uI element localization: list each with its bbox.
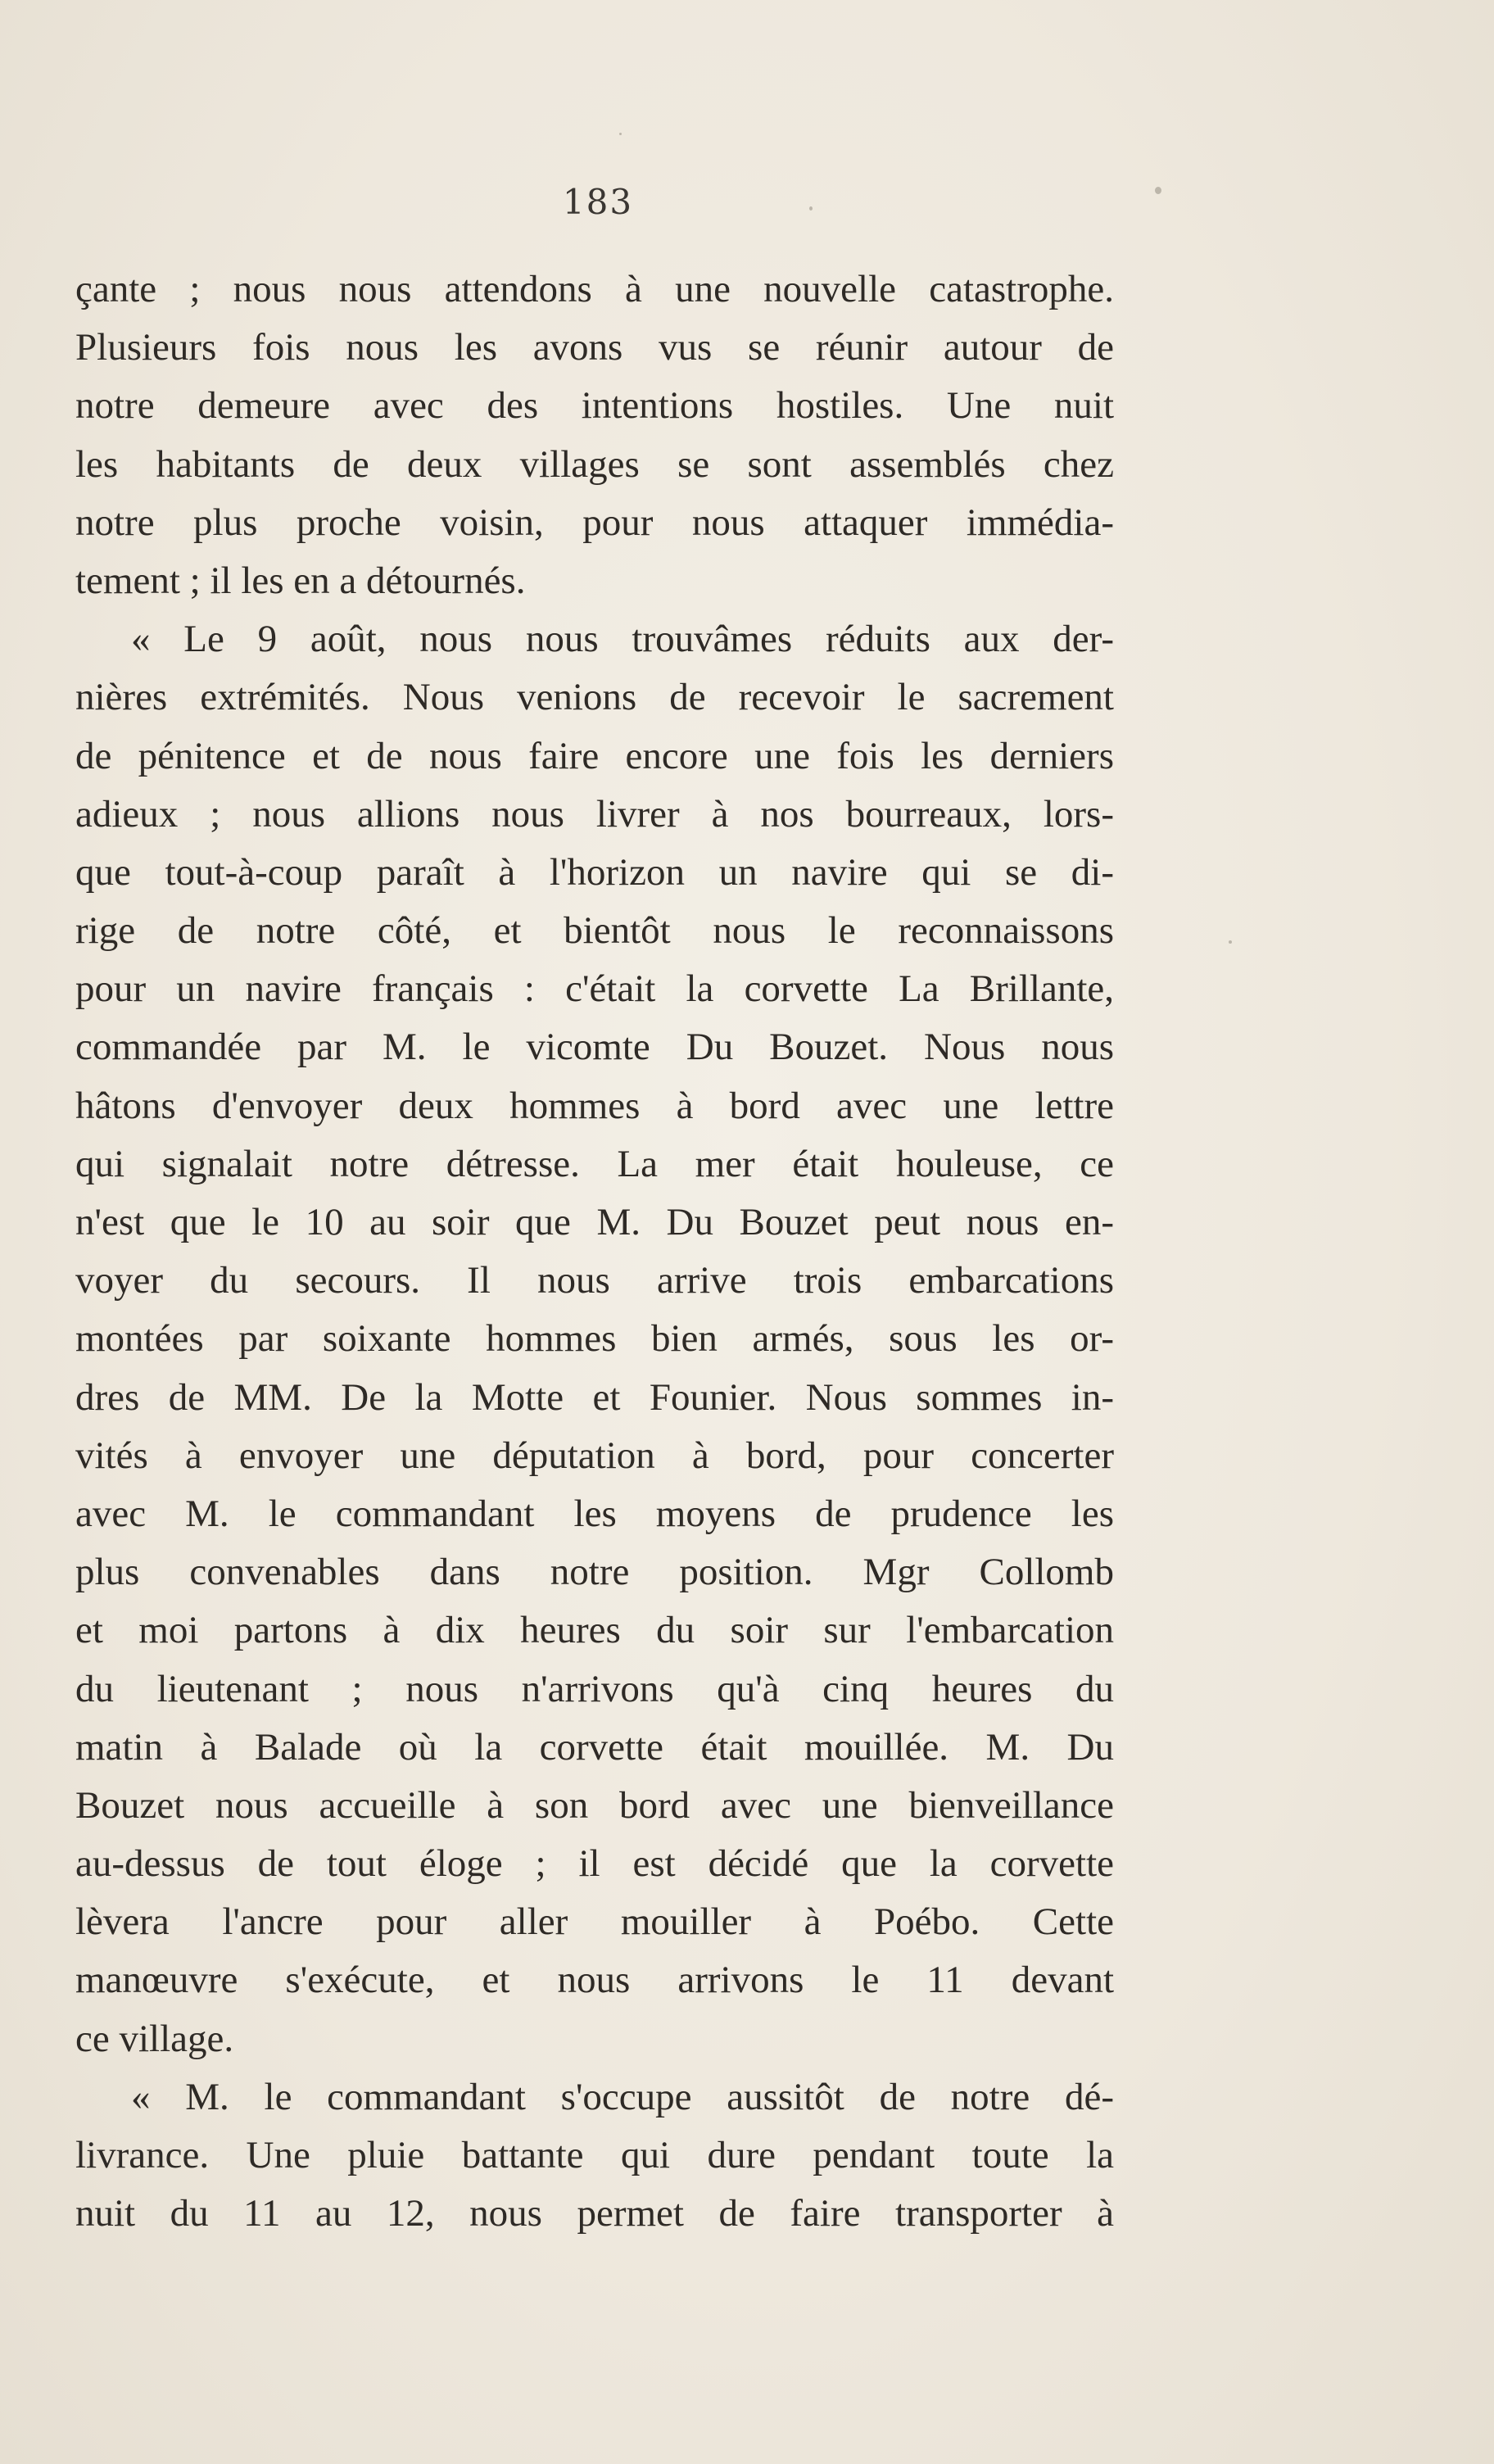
text-line: nières extrémités. Nous venions de recevoir le sacrement [75, 676, 1114, 719]
text-line: Bouzet nous accueille à son bord avec une bienveillance [75, 1783, 1114, 1827]
text-line: matin à Balade où la corvette était mouillée. M. Du [75, 1725, 1114, 1769]
text-line: rige de notre côté, et bientôt nous le reconnaissons [75, 909, 1114, 953]
text-line: adieux ; nous allions nous livrer à nos bourreaux, lors- [75, 792, 1114, 836]
text-line: du lieutenant ; nous n'arrivons qu'à cinq heures du [75, 1667, 1114, 1710]
text-line: avec M. le commandant les moyens de prudence les [75, 1492, 1114, 1535]
text-line: lèvera l'ancre pour aller mouiller à Poébo. Cette [75, 1900, 1114, 1944]
text-line: n'est que le 10 au soir que M. Du Bouzet peut nous en- [75, 1201, 1114, 1243]
page-number: 183 [562, 182, 634, 222]
paper-speck [1155, 187, 1161, 194]
text-line: voyer du secours. Il nous arrive trois embarcations [75, 1259, 1114, 1302]
text-line: les habitants de deux villages se sont assemblés chez [75, 442, 1114, 486]
text-line: au-dessus de tout éloge ; il est décidé que la corvette [75, 1842, 1114, 1886]
paper-speck [1229, 940, 1232, 944]
text-line: livrance. Une pluie battante qui dure pendant toute la [75, 2134, 1114, 2176]
text-line: et moi partons à dix heures du soir sur l'embarcation [75, 1609, 1114, 1652]
text-line: montées par soixante hommes bien armés, sous les or- [75, 1317, 1114, 1361]
paper-speck [809, 206, 813, 211]
text-line: tement ; il les en a détournés. [75, 559, 526, 602]
text-line: qui signalait notre détresse. La mer était houleuse, ce [75, 1142, 1114, 1185]
text-line: notre demeure avec des intentions hostiles. Une nuit [75, 384, 1114, 428]
text-line: notre plus proche voisin, pour nous attaquer immédia- [75, 500, 1114, 544]
text-line: Plusieurs fois nous les avons vus se réunir autour de [75, 326, 1114, 369]
body-text [75, 260, 1114, 2243]
text-line: commandée par M. le vicomte Du Bouzet. Nous nous [75, 1026, 1114, 1069]
text-line: hâtons d'envoyer deux hommes à bord avec une lettre [75, 1084, 1114, 1127]
text-line: plus convenables dans notre position. Mgr Collomb [75, 1551, 1114, 1594]
text-line: « Le 9 août, nous nous trouvâmes réduits aux der- [131, 618, 1114, 661]
text-line: çante ; nous nous attendons à une nouvelle catastrophe. [75, 268, 1114, 310]
text-line: vités à envoyer une députation à bord, pour concerter [75, 1434, 1114, 1477]
text-line: ce village. [75, 2017, 234, 2060]
text-line: manœuvre s'exécute, et nous arrivons le 11 devant [75, 1959, 1114, 2002]
text-line: que tout-à-coup paraît à l'horizon un navire qui se di- [75, 850, 1114, 894]
text-line: « M. le commandant s'occupe aussitôt de notre dé- [131, 2075, 1114, 2118]
text-line: pour un navire français : c'était la corvette La Brillante, [75, 967, 1114, 1011]
text-line: nuit du 11 au 12, nous permet de faire transporter à [75, 2192, 1114, 2235]
text-line: dres de MM. De la Motte et Founier. Nous sommes in- [75, 1375, 1114, 1419]
paper-speck [619, 133, 622, 135]
text-line: de pénitence et de nous faire encore une fois les derniers [75, 734, 1114, 777]
